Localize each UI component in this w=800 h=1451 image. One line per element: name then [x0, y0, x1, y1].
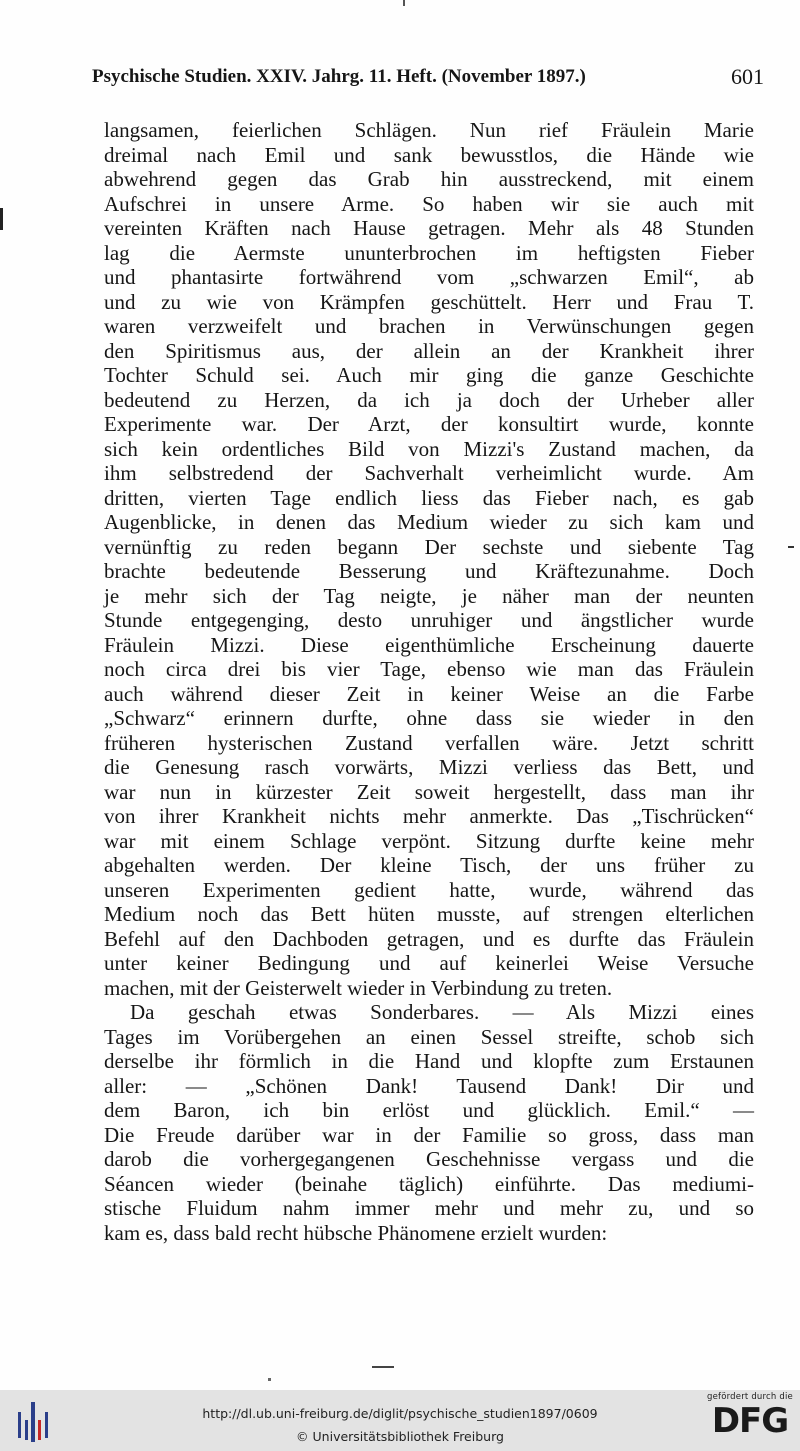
- text-line: ihm selbstredend der Sachverhalt verheimlicht wurde. Am: [104, 461, 754, 485]
- text-line: Augenblicke, in denen das Medium wieder zu sich kam und: [104, 510, 754, 534]
- text-line: brachte bedeutende Besserung und Kräftezunahme. Doch: [104, 559, 754, 583]
- text-line: je mehr sich der Tag neigte, je näher man der neunten: [104, 583, 754, 608]
- text-line: Die Freude darüber war in der Familie so gross, dass man: [104, 1122, 754, 1147]
- text-line: Tages im Vorübergehen an einen Sessel streifte, schob sich: [104, 1024, 754, 1049]
- text-line: Tochter Schuld sei. Auch mir ging die ganze Geschichte: [104, 363, 754, 387]
- text-line: und zu wie von Krämpfen geschüttelt. Herr und Frau T.: [104, 289, 754, 314]
- text-line: langsamen, feierlichen Schlägen. Nun rief Fräulein Marie: [104, 118, 754, 142]
- text-line: derselbe ihr förmlich in die Hand und klopfte zum Erstaunen: [104, 1049, 754, 1073]
- text-line: lag die Aermste ununterbrochen im heftigsten Fieber: [104, 240, 754, 265]
- running-head: [92, 66, 764, 88]
- text-line: auch während dieser Zeit in keiner Weise an die Farbe: [104, 681, 754, 706]
- text-line: Experimente war. Der Arzt, der konsultirt wurde, konnte: [104, 412, 754, 436]
- text-line: Fräulein Mizzi. Diese eigenthümliche Erscheinung dauerte: [104, 632, 754, 657]
- text-line: von ihrer Krankheit nichts mehr anmerkte. Das „Tischrücken“: [104, 804, 754, 828]
- dfg-logo[interactable]: [704, 1392, 796, 1450]
- text-line: die Genesung rasch vorwärts, Mizzi verliess das Bett, und: [104, 755, 754, 779]
- text-line: abwehrend gegen das Grab hin ausstreckend, mit einem: [104, 167, 754, 191]
- text-line: noch circa drei bis vier Tage, ebenso wie man das Fräulein: [104, 657, 754, 681]
- running-head-text: Psychische Studien. XXIV. Jahrg. 11. Heft. (November 1897.): [92, 66, 586, 87]
- text-line: Aufschrei in unsere Arme. So haben wir sie auch mit: [104, 191, 754, 216]
- viewer-footer: [0, 1390, 800, 1451]
- scan-mark-top: [403, 0, 405, 6]
- scan-mark-bottom: [372, 1366, 394, 1368]
- text-line: abgehalten werden. Der kleine Tisch, der uns früher zu: [104, 853, 754, 877]
- text-line: darob die vorhergegangenen Geschehnisse vergass und die: [104, 1147, 754, 1171]
- text-line: sich kein ordentliches Bild von Mizzi's Zustand machen, da: [104, 436, 754, 461]
- text-line: vereinten Kräften nach Hause getragen. Mehr als 48 Stunden: [104, 216, 754, 240]
- scan-dot-bottom: [268, 1378, 271, 1381]
- document-url[interactable]: http://dl.ub.uni-freiburg.de/diglit/psychische_studien1897/0609: [202, 1406, 598, 1421]
- dfg-caption: gefördert durch die: [707, 1392, 793, 1402]
- text-line: kam es, dass bald recht hübsche Phänomene erzielt wurden:: [104, 1220, 608, 1245]
- text-line: dreimal nach Emil und sank bewusstlos, die Hände wie: [104, 142, 754, 167]
- text-line: Séancen wieder (beinahe täglich) einführte. Das mediumi-: [104, 1171, 754, 1196]
- text-line: stische Fluidum nahm immer mehr und mehr zu, und so: [104, 1196, 754, 1220]
- text-line: dritten, vierten Tage endlich liess das Fieber nach, es gab: [104, 485, 754, 510]
- text-line: den Spiritismus aus, der allein an der Krankheit ihrer: [104, 338, 754, 363]
- text-line: Befehl auf den Dachboden getragen, und es durfte das Fräulein: [104, 926, 754, 951]
- scan-mark-right: [788, 546, 794, 548]
- text-line: war mit einem Schlage verpönt. Sitzung durfte keine mehr: [104, 828, 754, 853]
- dfg-logo-text: DFG: [711, 1401, 789, 1441]
- text-line: bedeutend zu Herzen, da ich ja doch der Urheber aller: [104, 387, 754, 412]
- body-text: [104, 118, 754, 1245]
- copyright-notice: © Universitätsbibliothek Freiburg: [296, 1429, 504, 1444]
- text-line: und phantasirte fortwährend vom „schwarzen Emil“, ab: [104, 265, 754, 289]
- text-line: Stunde entgegenging, desto unruhiger und ängstlicher wurde: [104, 608, 754, 632]
- text-line: aller: — „Schönen Dank! Tausend Dank! Dir und: [104, 1073, 754, 1098]
- text-line: früheren hysterischen Zustand verfallen wäre. Jetzt schritt: [104, 730, 754, 755]
- text-line: war nun in kürzester Zeit soweit hergestellt, dass man ihr: [104, 779, 754, 804]
- page-number: 601: [731, 64, 764, 89]
- text-line: unter keiner Bedingung und auf keinerlei Weise Versuche: [104, 951, 754, 975]
- text-line: waren verzweifelt und brachen in Verwünschungen gegen: [104, 314, 754, 338]
- text-line: dem Baron, ich bin erlöst und glücklich. Emil.“ —: [104, 1098, 754, 1122]
- text-line: unseren Experimenten gedient hatte, wurde, während das: [104, 877, 754, 902]
- scan-mark-left: [0, 208, 3, 230]
- text-line: vernünftig zu reden begann Der sechste und siebente Tag: [104, 534, 754, 559]
- text-line: „Schwarz“ erinnern durfte, ohne dass sie wieder in den: [104, 706, 754, 730]
- text-line: Da geschah etwas Sonderbares. — Als Mizzi eines: [130, 1000, 754, 1024]
- text-line: Medium noch das Bett hüten musste, auf strengen elterlichen: [104, 902, 754, 926]
- text-line: machen, mit der Geisterwelt wieder in Verbindung zu treten.: [104, 975, 613, 1000]
